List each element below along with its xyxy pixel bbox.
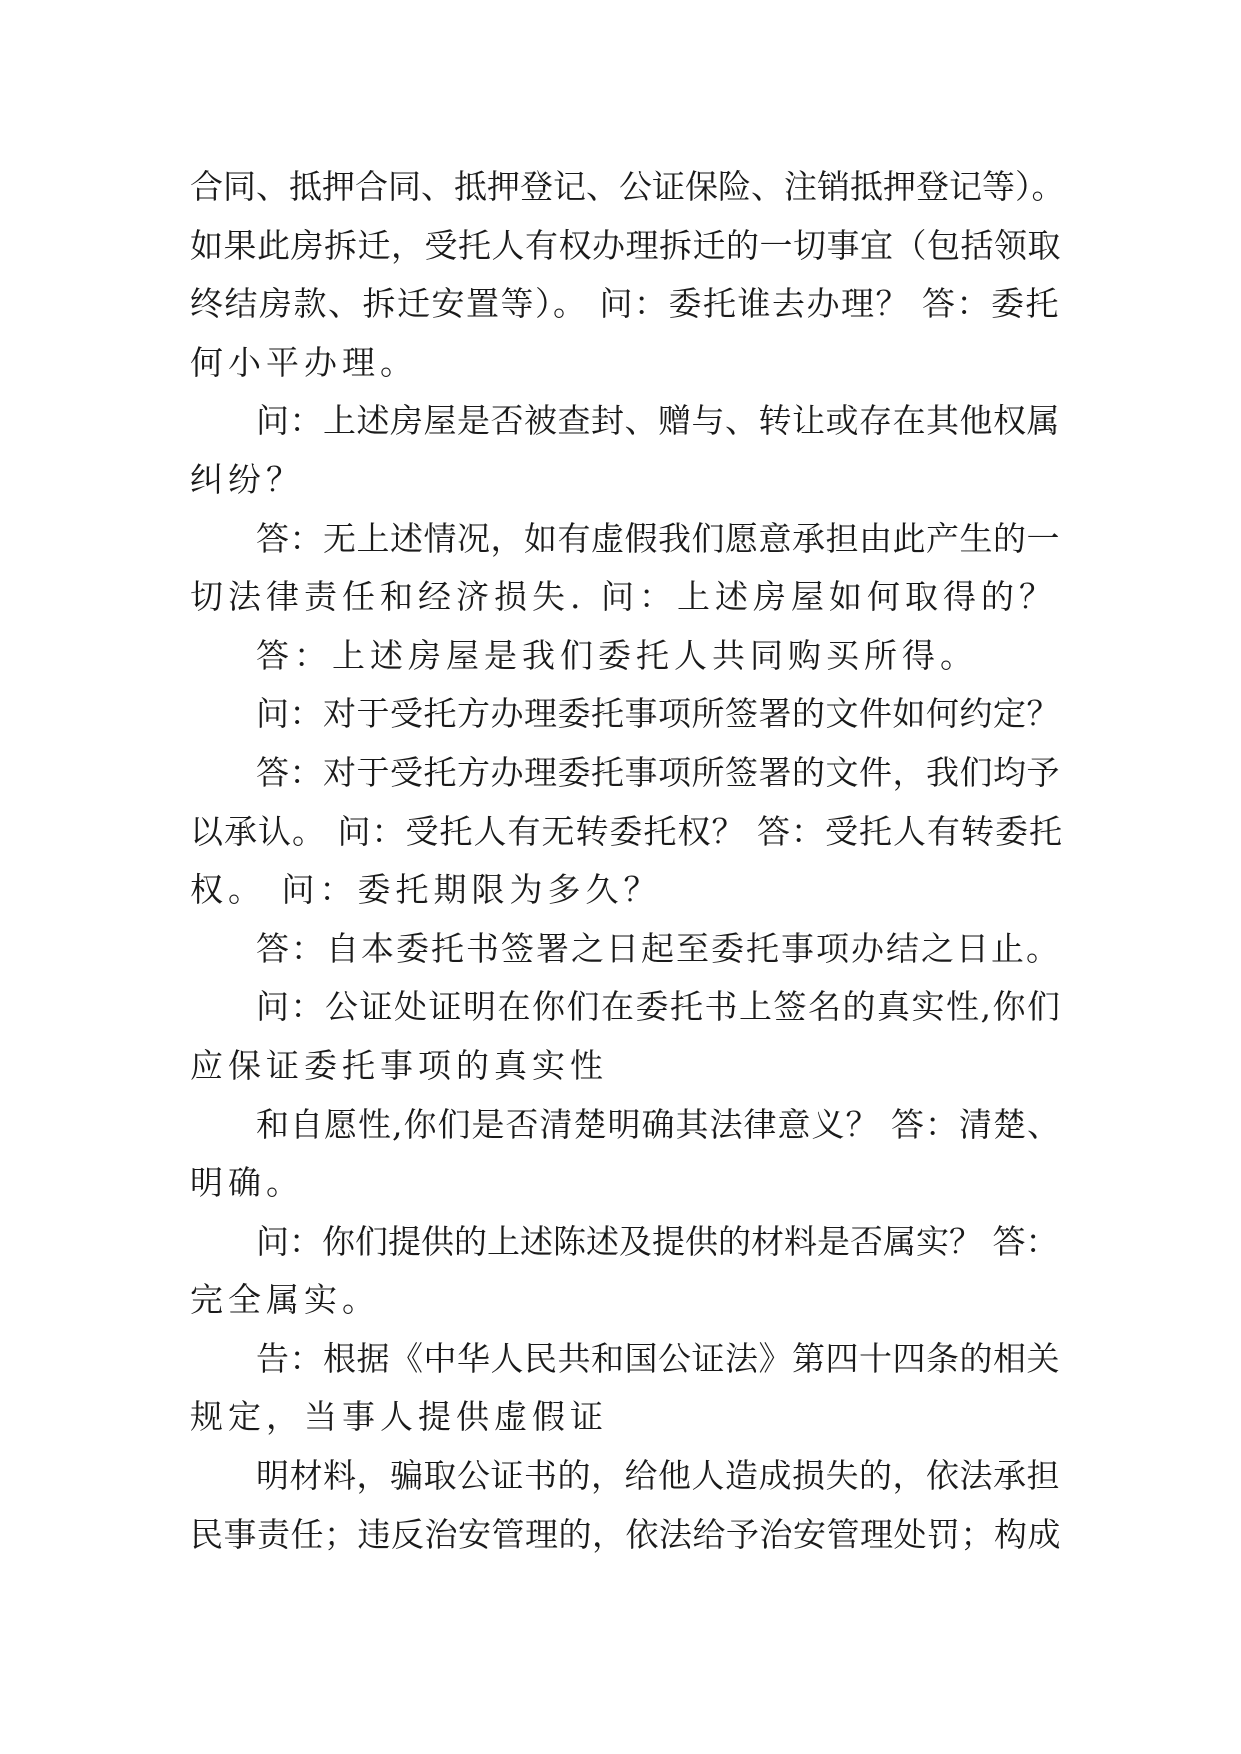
text-line: 答：无上述情况，如有虚假我们愿意承担由此产生的一	[256, 518, 1060, 558]
text-line: 规定，当事人提供虚假证	[190, 1397, 608, 1437]
document-body	[190, 158, 1070, 1564]
text-line: 终结房款、拆迁安置等）。 问：委托谁去办理？ 答：委托	[190, 284, 1060, 324]
text-line: 问：你们提供的上述陈述及提供的材料是否属实？ 答：	[256, 1221, 1059, 1261]
text-line: 明材料，骗取公证书的，给他人造成损失的，依法承担	[256, 1456, 1060, 1496]
text-line: 答：上述房屋是我们委托人共同购买所得。	[256, 635, 978, 675]
text-line: 问：上述房屋是否被查封、赠与、转让或存在其他权属	[256, 401, 1060, 441]
text-line: 应保证委托事项的真实性	[190, 1045, 608, 1085]
text-line: 告：根据《中华人民共和国公证法》第四十四条的相关	[256, 1338, 1060, 1378]
text-line: 如果此房拆迁，受托人有权办理拆迁的一切事宜（包括领取	[190, 225, 1061, 265]
text-line: 民事责任；违反治安管理的，依法给予治安管理处罚；构成	[190, 1514, 1061, 1554]
text-line: 合同、抵押合同、抵押登记、公证保险、注销抵押登记等）。	[190, 167, 1065, 206]
text-line: 答：自本委托书签署之日起至委托事项办结之日止。	[256, 928, 1061, 968]
text-line: 权。 问：委托期限为多久？	[190, 870, 662, 910]
text-line: 答：对于受托方办理委托事项所签署的文件，我们均予	[256, 752, 1060, 792]
text-line: 明确。	[190, 1163, 304, 1203]
text-line: 切法律责任和经济损失. 问：上述房屋如何取得的？	[190, 577, 1057, 617]
text-line: 完全属实。	[190, 1280, 380, 1320]
text-line: 以承认。 问：受托人有无转委托权？ 答：受托人有转委托	[190, 811, 1063, 851]
text-line: 问：对于受托方办理委托事项所签署的文件如何约定？	[256, 694, 1060, 734]
text-line: 纠纷？	[190, 459, 304, 499]
text-line: 问：公证处证明在你们在委托书上签名的真实性,你们	[256, 987, 1062, 1027]
text-line: 何小平办理。	[190, 342, 418, 382]
text-line: 和自愿性,你们是否清楚明确其法律意义？ 答：清楚、	[256, 1104, 1061, 1144]
